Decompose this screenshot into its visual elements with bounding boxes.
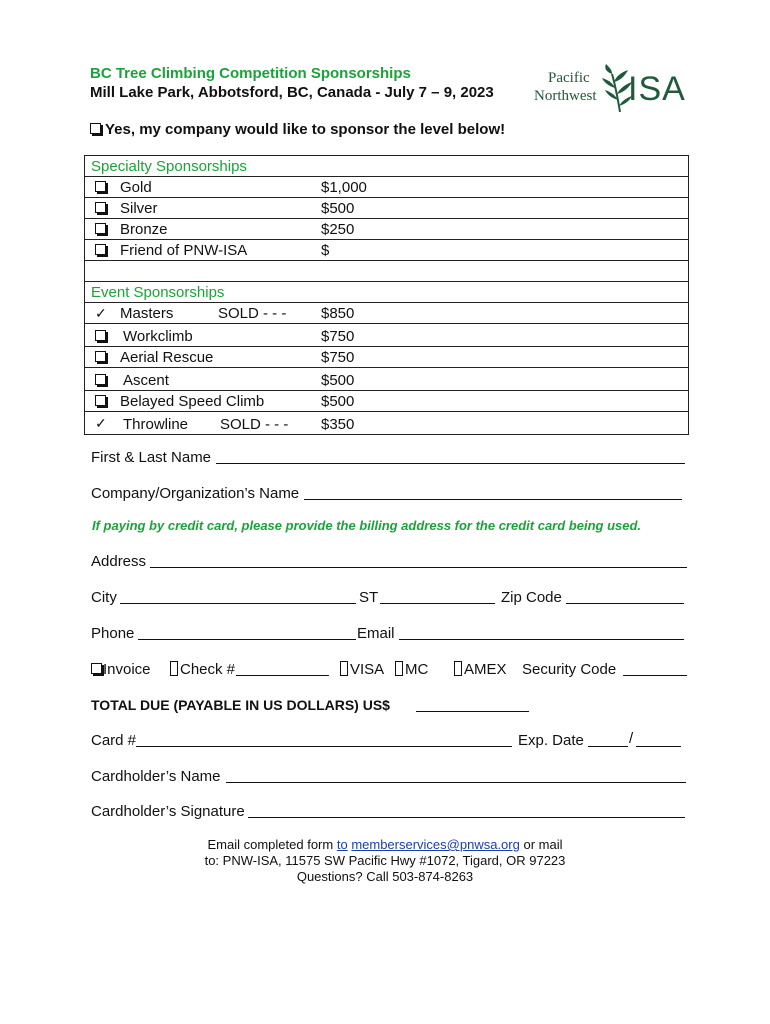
sponsor-level-label: Silver — [120, 200, 158, 217]
exp-year-field[interactable] — [636, 732, 681, 747]
table-row — [85, 347, 688, 368]
event-price: $500 — [321, 372, 355, 389]
exp-date-slash: / — [629, 730, 634, 747]
exp-date-label: Exp. Date — [518, 732, 584, 749]
phone-field[interactable] — [138, 625, 356, 640]
visa-label: VISA — [350, 661, 385, 678]
cardholder-name-field[interactable] — [226, 768, 686, 783]
event-price: $500 — [321, 393, 355, 410]
sponsor-level-price: $500 — [321, 200, 355, 217]
check-label: Check # — [180, 661, 236, 678]
invoice-option[interactable] — [91, 661, 151, 678]
checkbox-icon[interactable] — [95, 202, 106, 213]
checkmark-icon[interactable]: ✓ — [95, 305, 107, 321]
cardholder-signature-label: Cardholder’s Signature — [91, 803, 245, 820]
total-due-field[interactable] — [416, 697, 529, 712]
table-row — [85, 198, 688, 219]
email-link[interactable]: memberservices@pnwsa.org — [351, 837, 520, 852]
footer-contact — [0, 837, 770, 885]
invoice-label: Invoice — [103, 661, 151, 678]
mc-option[interactable] — [395, 661, 428, 678]
visa-option[interactable] — [340, 661, 384, 678]
address-label: Address — [91, 553, 147, 570]
sponsor-level-label: Friend of PNW-ISA — [120, 242, 248, 259]
table-row — [85, 240, 688, 261]
footer-email-outro: or mail — [523, 837, 563, 852]
sponsor-level-price: $250 — [321, 221, 355, 238]
sponsor-level-label: Bronze — [120, 221, 168, 238]
state-field[interactable] — [380, 589, 495, 604]
state-label: ST — [359, 589, 379, 606]
checkbox-icon[interactable] — [395, 661, 403, 676]
event-subtitle: Mill Lake Park, Abbotsford, BC, Canada - July 7 – 9, 2023 — [90, 84, 494, 101]
exp-month-field[interactable] — [588, 732, 628, 747]
table-row — [85, 177, 688, 198]
first-last-name-label: First & Last Name — [91, 449, 212, 466]
events-heading: Event Sponsorships — [91, 284, 225, 301]
email-label: Email — [357, 625, 395, 642]
company-name-field[interactable] — [304, 485, 682, 500]
event-label: Belayed Speed Climb — [120, 393, 265, 410]
footer-email-line — [0, 837, 770, 853]
logo-text-pacific: Pacific — [548, 70, 590, 86]
card-number-field[interactable] — [136, 732, 512, 747]
card-number-label: Card # — [91, 732, 137, 749]
event-price: $350 — [321, 416, 355, 433]
pnw-isa-logo — [530, 60, 690, 120]
sold-badge: SOLD - - - — [218, 305, 287, 322]
event-price: $750 — [321, 349, 355, 366]
event-price: $850 — [321, 305, 355, 322]
sponsor-consent-text: Yes, my company would like to sponsor the level below! — [105, 121, 506, 138]
checkbox-icon[interactable] — [95, 244, 106, 255]
amex-option[interactable] — [454, 661, 507, 678]
check-number-field[interactable] — [236, 661, 329, 676]
security-code-label: Security Code — [522, 661, 617, 678]
security-code-field[interactable] — [623, 661, 687, 676]
phone-label: Phone — [91, 625, 135, 642]
checkbox-icon[interactable] — [95, 351, 106, 362]
checkbox-icon[interactable] — [340, 661, 348, 676]
email-field[interactable] — [399, 625, 684, 640]
sponsor-level-price: $1,000 — [321, 179, 367, 196]
cardholder-signature-field[interactable] — [248, 803, 685, 818]
checkbox-icon[interactable] — [95, 330, 106, 341]
table-row — [85, 391, 688, 412]
event-label: Aerial Rescue — [120, 349, 214, 366]
event-price: $750 — [321, 328, 355, 345]
footer-to-link[interactable]: to — [336, 837, 348, 852]
check-option[interactable] — [170, 661, 235, 678]
table-row — [85, 219, 688, 240]
amex-label: AMEX — [464, 661, 507, 678]
table-row — [85, 303, 688, 324]
checkbox-icon[interactable] — [95, 223, 106, 234]
total-due-label: TOTAL DUE (PAYABLE IN US DOLLARS) US$ — [91, 697, 390, 713]
checkbox-icon[interactable] — [95, 395, 106, 406]
event-label: Workclimb — [123, 328, 193, 345]
city-label: City — [91, 589, 117, 606]
table-row — [85, 368, 688, 391]
sponsor-level-label: Gold — [120, 179, 152, 196]
first-last-name-field[interactable] — [216, 449, 685, 464]
zip-code-label: Zip Code — [501, 589, 562, 606]
checkbox-icon[interactable] — [91, 663, 102, 674]
event-label: Ascent — [123, 372, 169, 389]
checkbox-icon[interactable] — [170, 661, 178, 676]
sponsorship-table — [84, 155, 689, 435]
checkbox-icon[interactable] — [95, 374, 106, 385]
table-spacer-row — [85, 261, 688, 282]
footer-phone: Questions? Call 503-874-8263 — [296, 869, 474, 884]
event-label: Masters — [120, 305, 174, 322]
address-field[interactable] — [150, 553, 687, 568]
credit-card-billing-note: If paying by credit card, please provide the billing address for the credit card being used. — [92, 518, 642, 533]
table-row — [85, 324, 688, 347]
events-heading-row — [85, 282, 688, 303]
checkbox-icon[interactable] — [90, 123, 101, 134]
specialty-heading-row — [85, 156, 688, 177]
sold-badge: SOLD - - - — [220, 416, 289, 433]
checkmark-icon[interactable]: ✓ — [95, 415, 107, 431]
mc-label: MC — [405, 661, 429, 678]
sponsor-level-price: $ — [321, 242, 330, 259]
logo-text-isa: ISA — [628, 70, 686, 108]
zip-code-field[interactable] — [566, 589, 684, 604]
footer-email-intro: Email completed form — [207, 837, 334, 852]
city-field[interactable] — [120, 589, 356, 604]
cardholder-name-label: Cardholder’s Name — [91, 768, 221, 785]
sponsor-consent-line — [90, 121, 505, 138]
specialty-heading: Specialty Sponsorships — [91, 158, 247, 175]
event-label: Throwline — [123, 416, 189, 433]
logo-text-northwest: Northwest — [534, 88, 597, 104]
page-title: BC Tree Climbing Competition Sponsorships — [90, 65, 411, 82]
company-name-label: Company/Organization’s Name — [91, 485, 300, 502]
checkbox-icon[interactable] — [95, 181, 106, 192]
checkbox-icon[interactable] — [454, 661, 462, 676]
table-row — [85, 412, 688, 434]
footer-mailing-address: to: PNW-ISA, 11575 SW Pacific Hwy #1072, Tigard, OR 97223 — [204, 853, 566, 868]
